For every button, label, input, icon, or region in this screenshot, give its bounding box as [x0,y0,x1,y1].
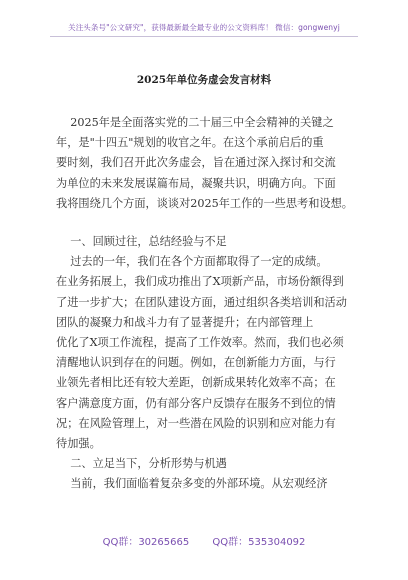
text-line: 了进一步扩大；在团队建设方面，通过组织各类培训和活动 [56,295,347,309]
text-line: 业领先者相比还有较大差距，创新成果转化效率不高；在 [56,376,336,390]
text-line: 清醒地认识到存在的问题。例如，在创新能力方面，与行 [56,356,336,370]
text-line: 优化了X项工作流程，提高了工作效率。然而，我们也必须 [56,336,344,350]
text-line: 况；在风险管理上，对一些潜在风险的识别和应对能力有 [56,416,336,430]
qq-group-footer [0,533,408,548]
text-line: 2025年是全面落实党的二十届三中全会精神的关键之 [56,116,334,129]
text-line: 待加强。 [56,437,101,451]
text-line: 当前，我们面临着复杂多变的外部环境。从宏观经济 [56,477,328,491]
text-line: 一、回顾过往，总结经验与不足 [56,235,227,248]
header-divider [50,36,358,37]
text-line: 在业务拓展上，我们成功推出了X项新产品，市场份额得到 [56,275,344,289]
text-line: 客户满意度方面，仍有部分客户反馈存在服务不到位的情 [56,396,336,410]
qq-group-1: QQ群：30265665 [102,537,190,548]
text-line: 要时刻，我们召开此次务虚会，旨在通过深入探讨和交流 [56,156,336,170]
text-line: 二、立足当下，分析形势与机遇 [56,457,227,471]
intro-paragraph [56,113,354,214]
qq-group-2: QQ群：535304092 [212,537,306,548]
text-line: 为单位的未来发展谋篇布局，凝聚共识，明确方向。下面 [56,176,336,190]
text-line: 过去的一年，我们在各个方面都取得了一定的成绩。 [56,255,328,269]
document-title: 2025年单位务虚会发言材料 [136,74,272,86]
text-line: 年，是"十四五"规划的收官之年。在这个承前启后的重 [56,136,324,150]
text-line: 团队的凝聚力和战斗力有了显著提升；在内部管理上 [56,315,314,329]
text-line: 我将围绕几个方面，谈谈对2025年工作的一些思考和设想。 [56,196,353,210]
section-content [56,232,354,495]
promo-header: 关注头条号"公文研究"，获得最新最全最专业的公文资料库！ 微信：gongwenyj [68,23,340,32]
